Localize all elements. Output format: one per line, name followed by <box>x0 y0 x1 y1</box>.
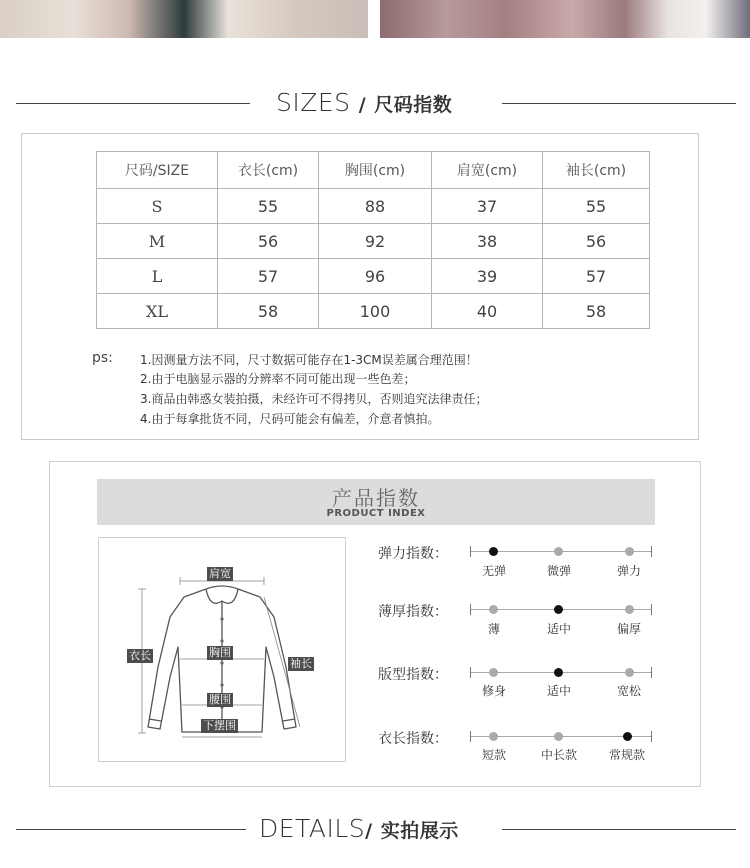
index-dot <box>554 547 563 556</box>
index-option: 微弹 <box>546 564 571 578</box>
index-tick <box>651 604 652 615</box>
index-dot <box>554 732 563 741</box>
index-dot <box>625 547 634 556</box>
table-cell: 92 <box>319 224 432 259</box>
table-row <box>97 294 650 329</box>
header-cell: 袖长(cm) <box>543 152 650 189</box>
index-option: 弹力 <box>616 564 641 578</box>
table-cell: 58 <box>218 294 319 329</box>
table-cell: 57 <box>218 259 319 294</box>
product-photo-left <box>0 0 368 38</box>
index-label-elasticity: 弹力指数： <box>378 546 448 562</box>
index-dot <box>623 732 632 741</box>
table-cell: 37 <box>432 189 543 224</box>
index-label-thickness: 薄厚指数： <box>378 604 448 620</box>
details-heading-cn: 实拍展示 <box>380 820 459 842</box>
product-index-title: 产品指数 <box>332 486 420 510</box>
index-dot <box>625 605 634 614</box>
table-cell: 100 <box>319 294 432 329</box>
size-table <box>96 151 650 329</box>
index-dot <box>554 605 563 614</box>
table-cell: 58 <box>543 294 650 329</box>
index-option: 偏厚 <box>616 622 641 636</box>
index-label-fit: 版型指数： <box>378 667 448 683</box>
index-tick <box>470 667 471 678</box>
table-cell: 38 <box>432 224 543 259</box>
table-cell: 56 <box>218 224 319 259</box>
header-cell: 衣长(cm) <box>218 152 319 189</box>
note-line: 2.由于电脑显示器的分辨率不同可能出现一些色差； <box>140 372 416 386</box>
header-cell: 尺码/SIZE <box>97 152 218 189</box>
index-option: 修身 <box>481 684 506 698</box>
index-tick <box>470 731 471 742</box>
index-tick <box>651 667 652 678</box>
table-cell: L <box>97 259 218 294</box>
diagram-label-hem: 下摆围 <box>203 719 236 732</box>
table-cell: 55 <box>218 189 319 224</box>
sizes-heading-cn: 尺码指数 <box>374 94 453 116</box>
diagram-label-sleeve: 袖长 <box>290 657 312 670</box>
sizes-heading <box>276 88 452 117</box>
index-dot <box>489 732 498 741</box>
diagram-label-length: 衣长 <box>129 649 151 662</box>
heading-rule-right <box>502 103 736 104</box>
notes-label: ps: <box>92 350 113 366</box>
details-rule-left <box>16 829 246 830</box>
index-tick <box>470 604 471 615</box>
table-cell: 40 <box>432 294 543 329</box>
table-cell: 96 <box>319 259 432 294</box>
index-option: 适中 <box>546 622 571 636</box>
index-tick <box>651 731 652 742</box>
table-cell: XL <box>97 294 218 329</box>
product-index-subtitle: PRODUCT INDEX <box>326 508 426 519</box>
table-row <box>97 189 650 224</box>
diagram-label-waist: 腰围 <box>209 693 231 706</box>
table-cell: M <box>97 224 218 259</box>
header-cell: 胸围(cm) <box>319 152 432 189</box>
table-row <box>97 224 650 259</box>
table-cell: 57 <box>543 259 650 294</box>
table-cell: 88 <box>319 189 432 224</box>
index-dot <box>489 547 498 556</box>
index-dot <box>625 668 634 677</box>
index-dot <box>489 605 498 614</box>
table-cell: 55 <box>543 189 650 224</box>
product-photo-right <box>380 0 750 38</box>
index-dot <box>489 668 498 677</box>
details-heading <box>259 814 459 843</box>
header-cell: 肩宽(cm) <box>432 152 543 189</box>
sizes-heading-sep: / <box>358 94 367 116</box>
index-option: 无弹 <box>481 564 506 578</box>
note-line: 4.由于每拿批货不同，尺码可能会有偏差，介意者慎拍。 <box>140 412 440 426</box>
details-heading-sep: / <box>365 820 373 842</box>
index-option: 适中 <box>546 684 571 698</box>
index-option: 短款 <box>481 748 506 762</box>
index-option: 宽松 <box>616 684 641 698</box>
index-dot <box>554 668 563 677</box>
index-tick <box>470 546 471 557</box>
details-heading-en: DETAILS <box>259 814 366 843</box>
index-option: 中长款 <box>540 748 577 762</box>
size-table-header <box>97 152 650 189</box>
table-cell: 39 <box>432 259 543 294</box>
table-cell: 56 <box>543 224 650 259</box>
index-option: 常规款 <box>608 748 645 762</box>
note-line: 1.因测量方法不同，尺寸数据可能存在1-3CM误差属合理范围！ <box>140 353 478 367</box>
index-label-length: 衣长指数： <box>378 731 448 747</box>
index-tick <box>651 546 652 557</box>
note-line: 3.商品由韩惑女装拍摄，未经许可不得拷贝，否则追究法律责任； <box>140 392 488 406</box>
heading-rule-left <box>16 103 250 104</box>
index-option: 薄 <box>487 622 500 636</box>
sizes-heading-en: SIZES <box>276 88 351 117</box>
diagram-label-chest: 胸围 <box>209 646 231 659</box>
details-rule-right <box>502 829 736 830</box>
diagram-label-shoulder: 肩宽 <box>209 567 231 580</box>
table-row <box>97 259 650 294</box>
table-cell: S <box>97 189 218 224</box>
